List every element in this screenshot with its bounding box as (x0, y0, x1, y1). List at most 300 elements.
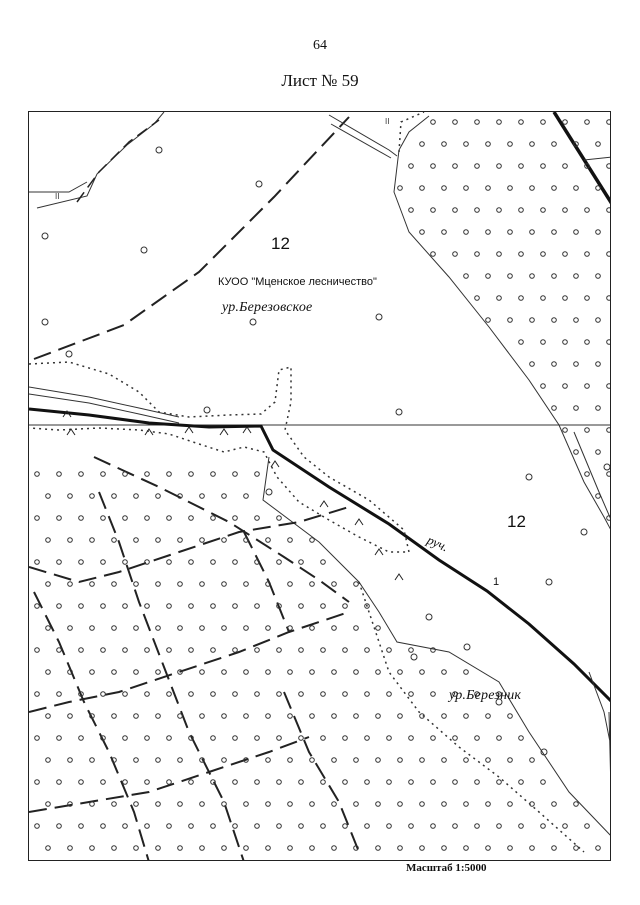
forest-symbol (519, 252, 524, 257)
forest-symbol (464, 142, 469, 147)
forest-symbol (541, 384, 546, 389)
forest-symbol (266, 489, 272, 495)
forest-symbol (277, 736, 282, 741)
forest-symbol (508, 758, 513, 763)
forest-symbol (46, 626, 51, 631)
forest-symbol (255, 692, 260, 697)
forest-symbol (365, 736, 370, 741)
forest-symbol (387, 692, 392, 697)
forest-symbol (134, 670, 139, 675)
forest-symbol (57, 604, 62, 609)
forest-symbol (156, 538, 161, 543)
forest-symbol (387, 824, 392, 829)
forest-symbol (563, 120, 568, 125)
forest-symbol (519, 296, 524, 301)
forest-symbol (607, 208, 611, 213)
top-right-road-branch (584, 157, 611, 160)
forest-symbol (376, 670, 381, 675)
forest-symbol (244, 582, 249, 587)
forest-symbol (79, 736, 84, 741)
forest-symbol (46, 714, 51, 719)
forest-symbol (376, 846, 381, 851)
forest-symbol (552, 846, 557, 851)
forest-symbol (541, 780, 546, 785)
forest-symbol (354, 582, 359, 587)
forest-symbol (431, 692, 436, 697)
forest-symbol (453, 208, 458, 213)
forest-symbol (200, 846, 205, 851)
forest-symbol (68, 714, 73, 719)
bank-marker (375, 549, 383, 555)
forest-symbol (156, 758, 161, 763)
forest-symbol (420, 142, 425, 147)
forest-symbol (90, 670, 95, 675)
forest-symbol (266, 670, 271, 675)
forest-symbol (141, 247, 147, 253)
forest-symbol (398, 758, 403, 763)
forest-symbol (530, 758, 535, 763)
stream-dotted-outline (29, 362, 409, 552)
forest-symbol (607, 120, 611, 125)
forest-symbol (530, 274, 535, 279)
main-stream (29, 409, 611, 702)
forest-symbol (552, 362, 557, 367)
forest-symbol (46, 582, 51, 587)
forest-symbol (508, 714, 513, 719)
forest-symbol (497, 824, 502, 829)
forest-symbol (68, 846, 73, 851)
forest-symbol (453, 780, 458, 785)
forest-symbol (409, 824, 414, 829)
forest-symbol (123, 736, 128, 741)
forest-symbol (497, 780, 502, 785)
forest-symbol (255, 648, 260, 653)
forest-symbol (376, 758, 381, 763)
forest-symbol (475, 164, 480, 169)
forest-symbol (530, 846, 535, 851)
forest-symbol (552, 406, 557, 411)
forest-symbol (101, 560, 106, 565)
forest-symbol (519, 164, 524, 169)
forest-symbol (607, 164, 611, 169)
place-name-lower: ур.Березник (449, 688, 522, 703)
forest-symbol (123, 604, 128, 609)
forest-symbol (288, 714, 293, 719)
forest-symbol (396, 409, 402, 415)
forest-symbol (486, 274, 491, 279)
forest-symbol (530, 318, 535, 323)
forest-symbol (101, 472, 106, 477)
forest-symbol (57, 648, 62, 653)
forest-symbol (552, 318, 557, 323)
forest-symbol (486, 846, 491, 851)
forest-symbol (112, 626, 117, 631)
forest-symbol (475, 296, 480, 301)
forest-symbol (453, 252, 458, 257)
forest-boundary-right-upper (394, 116, 611, 532)
forest-symbol (486, 758, 491, 763)
forest-symbol (464, 670, 469, 675)
forest-symbol (497, 252, 502, 257)
forest-symbol (607, 384, 611, 389)
forest-symbol (409, 208, 414, 213)
forest-symbol (530, 142, 535, 147)
forest-symbol (607, 516, 611, 521)
bank-marker (67, 429, 75, 435)
forest-symbol (244, 626, 249, 631)
forest-symbol (398, 670, 403, 675)
forest-symbol (299, 604, 304, 609)
forest-symbol (409, 164, 414, 169)
forest-symbol (299, 780, 304, 785)
stream-label: руч. (424, 532, 451, 555)
forest-symbol (607, 252, 611, 257)
forest-symbol (200, 626, 205, 631)
forest-symbol (156, 147, 162, 153)
forest-symbol (222, 538, 227, 543)
forest-symbol (189, 824, 194, 829)
forest-symbol (200, 802, 205, 807)
forest-symbol (365, 692, 370, 697)
forest-symbol (255, 472, 260, 477)
forest-symbol (57, 472, 62, 477)
forest-symbol (167, 736, 172, 741)
forest-symbol (112, 494, 117, 499)
forest-symbol (255, 736, 260, 741)
forest-symbol (596, 450, 601, 455)
forest-symbol (255, 780, 260, 785)
forest-symbol (200, 582, 205, 587)
forest-symbol (277, 560, 282, 565)
forest-symbol (35, 604, 40, 609)
forest-symbol (464, 846, 469, 851)
forest-symbol (211, 560, 216, 565)
forest-symbol (200, 538, 205, 543)
forest-symbol (90, 626, 95, 631)
forest-boundary-lower (263, 457, 611, 837)
forest-symbol (288, 802, 293, 807)
forest-symbol (431, 736, 436, 741)
bank-marker (355, 519, 363, 525)
forest-symbol (66, 351, 72, 357)
forest-symbol (596, 142, 601, 147)
quarter-number-upper: 12 (271, 234, 290, 253)
forest-symbol (145, 692, 150, 697)
forest-symbol (530, 362, 535, 367)
forest-symbol (145, 824, 150, 829)
forest-symbol (288, 758, 293, 763)
forest-symbol (420, 670, 425, 675)
forest-symbol (552, 186, 557, 191)
forest-symbol (288, 670, 293, 675)
forest-symbol (607, 340, 611, 345)
forest-symbol (519, 736, 524, 741)
forest-symbol (574, 362, 579, 367)
forest-symbol (57, 736, 62, 741)
forest-symbol (299, 824, 304, 829)
forest-symbol (211, 824, 216, 829)
forest-symbol (178, 582, 183, 587)
forest-symbol (277, 692, 282, 697)
forest-symbol (442, 230, 447, 235)
forest-symbol (519, 340, 524, 345)
map-drawing (29, 112, 611, 861)
forest-symbol (233, 780, 238, 785)
forest-symbol (585, 120, 590, 125)
forest-symbol (310, 802, 315, 807)
forest-symbol (453, 736, 458, 741)
forest-symbol (431, 824, 436, 829)
forest-symbol (486, 714, 491, 719)
forest-symbol (134, 494, 139, 499)
forest-symbol (101, 692, 106, 697)
forest-symbol (277, 780, 282, 785)
page-number: 64 (313, 38, 327, 53)
forest-symbol (376, 714, 381, 719)
forest-symbol (101, 604, 106, 609)
forest-symbol (156, 494, 161, 499)
forest-symbol (365, 824, 370, 829)
forest-symbol (376, 626, 381, 631)
forest-symbol (244, 802, 249, 807)
forest-symbol (585, 472, 590, 477)
forest-symbol (266, 758, 271, 763)
forest-symbol (552, 274, 557, 279)
forest-symbol (596, 186, 601, 191)
upper-left-dashed-boundary (34, 117, 349, 359)
forest-symbol (464, 274, 469, 279)
forest-symbol (68, 538, 73, 543)
forest-symbol (101, 824, 106, 829)
forest-symbol (79, 824, 84, 829)
corner-mark-ii: II (55, 192, 60, 201)
forest-symbol (256, 181, 262, 187)
forest-symbol (387, 736, 392, 741)
forest-symbol (90, 582, 95, 587)
forest-symbol (607, 428, 611, 433)
forest-symbol (486, 318, 491, 323)
forest-symbol (574, 406, 579, 411)
forest-symbol (244, 494, 249, 499)
forest-symbol (200, 494, 205, 499)
forest-symbol (574, 450, 579, 455)
forest-symbol (112, 538, 117, 543)
forest-symbol (112, 670, 117, 675)
forest-symbol (90, 758, 95, 763)
forest-symbol (123, 516, 128, 521)
top-road-2 (331, 124, 391, 158)
forest-symbol (442, 670, 447, 675)
forest-symbol (123, 780, 128, 785)
forest-symbol (464, 758, 469, 763)
forest-symbol (497, 120, 502, 125)
forest-symbol (541, 164, 546, 169)
forest-dots (35, 120, 611, 851)
forest-symbol (508, 230, 513, 235)
forest-symbol (376, 314, 382, 320)
forest-symbol (508, 846, 513, 851)
forest-symbol (574, 274, 579, 279)
forest-symbol (519, 824, 524, 829)
forest-symbol (486, 186, 491, 191)
lower-dashed-boundary-3 (29, 612, 349, 712)
forest-symbol (167, 692, 172, 697)
forest-symbol (475, 120, 480, 125)
forest-symbol (464, 186, 469, 191)
forest-symbol (365, 648, 370, 653)
forest-symbol (134, 846, 139, 851)
forest-symbol (189, 516, 194, 521)
forest-symbol (321, 560, 326, 565)
forest-symbol (222, 670, 227, 675)
forest-symbol (233, 472, 238, 477)
forest-symbol (255, 604, 260, 609)
bank-marker (220, 429, 228, 435)
forest-symbol (42, 319, 48, 325)
forest-symbol (497, 164, 502, 169)
forest-symbol (123, 824, 128, 829)
lower-dashed-boundary-5 (34, 592, 149, 861)
forest-symbol (585, 296, 590, 301)
forest-symbol (343, 604, 348, 609)
forest-symbol (398, 186, 403, 191)
forest-symbol (145, 780, 150, 785)
forest-symbol (596, 406, 601, 411)
forest-symbol (596, 318, 601, 323)
forest-symbol (442, 802, 447, 807)
forest-symbol (57, 516, 62, 521)
forest-symbol (354, 802, 359, 807)
forest-symbol (46, 670, 51, 675)
forest-symbol (35, 780, 40, 785)
forest-symbol (211, 736, 216, 741)
forest-symbol (519, 208, 524, 213)
forest-symbol (189, 780, 194, 785)
forest-symbol (310, 670, 315, 675)
forest-symbol (332, 670, 337, 675)
forest-boundary-lower-dotted (359, 582, 584, 852)
forest-symbol (442, 758, 447, 763)
forest-symbol (310, 582, 315, 587)
forest-symbol (134, 626, 139, 631)
forest-symbol (145, 560, 150, 565)
forest-symbol (321, 692, 326, 697)
forest-symbol (475, 736, 480, 741)
forest-symbol (299, 736, 304, 741)
forest-symbol (343, 824, 348, 829)
forest-symbol (563, 296, 568, 301)
forest-symbol (244, 670, 249, 675)
forest-symbol (563, 164, 568, 169)
forest-symbol (233, 824, 238, 829)
forest-symbol (585, 824, 590, 829)
forest-symbol (563, 428, 568, 433)
sheet-title: Лист № 59 (281, 71, 359, 90)
forest-symbol (508, 274, 513, 279)
forest-symbol (79, 560, 84, 565)
forest-symbol (321, 736, 326, 741)
forest-symbol (552, 802, 557, 807)
forest-symbol (200, 670, 205, 675)
forest-symbol (398, 846, 403, 851)
forest-symbol (486, 230, 491, 235)
forest-symbol (46, 802, 51, 807)
forest-symbol (57, 780, 62, 785)
forest-symbol (255, 516, 260, 521)
forest-symbol (233, 560, 238, 565)
forest-symbol (156, 714, 161, 719)
forest-symbol (508, 318, 513, 323)
forest-symbol (519, 780, 524, 785)
map-frame[interactable] (28, 111, 611, 861)
forest-symbol (35, 472, 40, 477)
triangle-markers (63, 411, 403, 580)
corner-road-2 (29, 182, 87, 192)
forest-symbol (299, 648, 304, 653)
forest-symbol (409, 736, 414, 741)
forest-symbol (574, 846, 579, 851)
forest-symbol (57, 692, 62, 697)
forest-symbol (46, 846, 51, 851)
forest-symbol (167, 604, 172, 609)
forest-symbol (442, 846, 447, 851)
forest-symbol (541, 252, 546, 257)
forest-symbol (266, 846, 271, 851)
forest-symbol (167, 516, 172, 521)
forest-symbol (310, 846, 315, 851)
forest-symbol (211, 604, 216, 609)
bank-marker (395, 574, 403, 580)
forest-symbol (46, 494, 51, 499)
forest-symbol (596, 494, 601, 499)
forest-symbol (321, 604, 326, 609)
forest-symbol (167, 824, 172, 829)
forest-symbol (607, 296, 611, 301)
forest-symbol (563, 824, 568, 829)
forest-symbol (189, 692, 194, 697)
forest-symbol (90, 538, 95, 543)
forest-symbol (134, 538, 139, 543)
forest-symbol (574, 802, 579, 807)
forest-symbol (112, 582, 117, 587)
forest-symbol (68, 626, 73, 631)
forest-symbol (574, 318, 579, 323)
forest-symbol (343, 736, 348, 741)
forest-symbol (79, 516, 84, 521)
forest-symbol (211, 692, 216, 697)
forest-symbol (420, 802, 425, 807)
forest-symbol (508, 142, 513, 147)
forest-symbol (420, 186, 425, 191)
forest-symbol (585, 340, 590, 345)
forest-symbol (134, 802, 139, 807)
forest-symbol (585, 428, 590, 433)
forest-symbol (189, 560, 194, 565)
forest-symbol (178, 626, 183, 631)
forest-symbol (57, 824, 62, 829)
forest-symbol (541, 120, 546, 125)
forest-symbol (156, 846, 161, 851)
forest-symbol (145, 736, 150, 741)
forest-symbol (530, 186, 535, 191)
forest-symbol (398, 714, 403, 719)
forest-symbol (541, 340, 546, 345)
forest-symbol (464, 644, 470, 650)
forest-symbol (46, 538, 51, 543)
forest-symbol (255, 824, 260, 829)
corner-road-dashed (77, 120, 159, 202)
forest-symbol (442, 714, 447, 719)
